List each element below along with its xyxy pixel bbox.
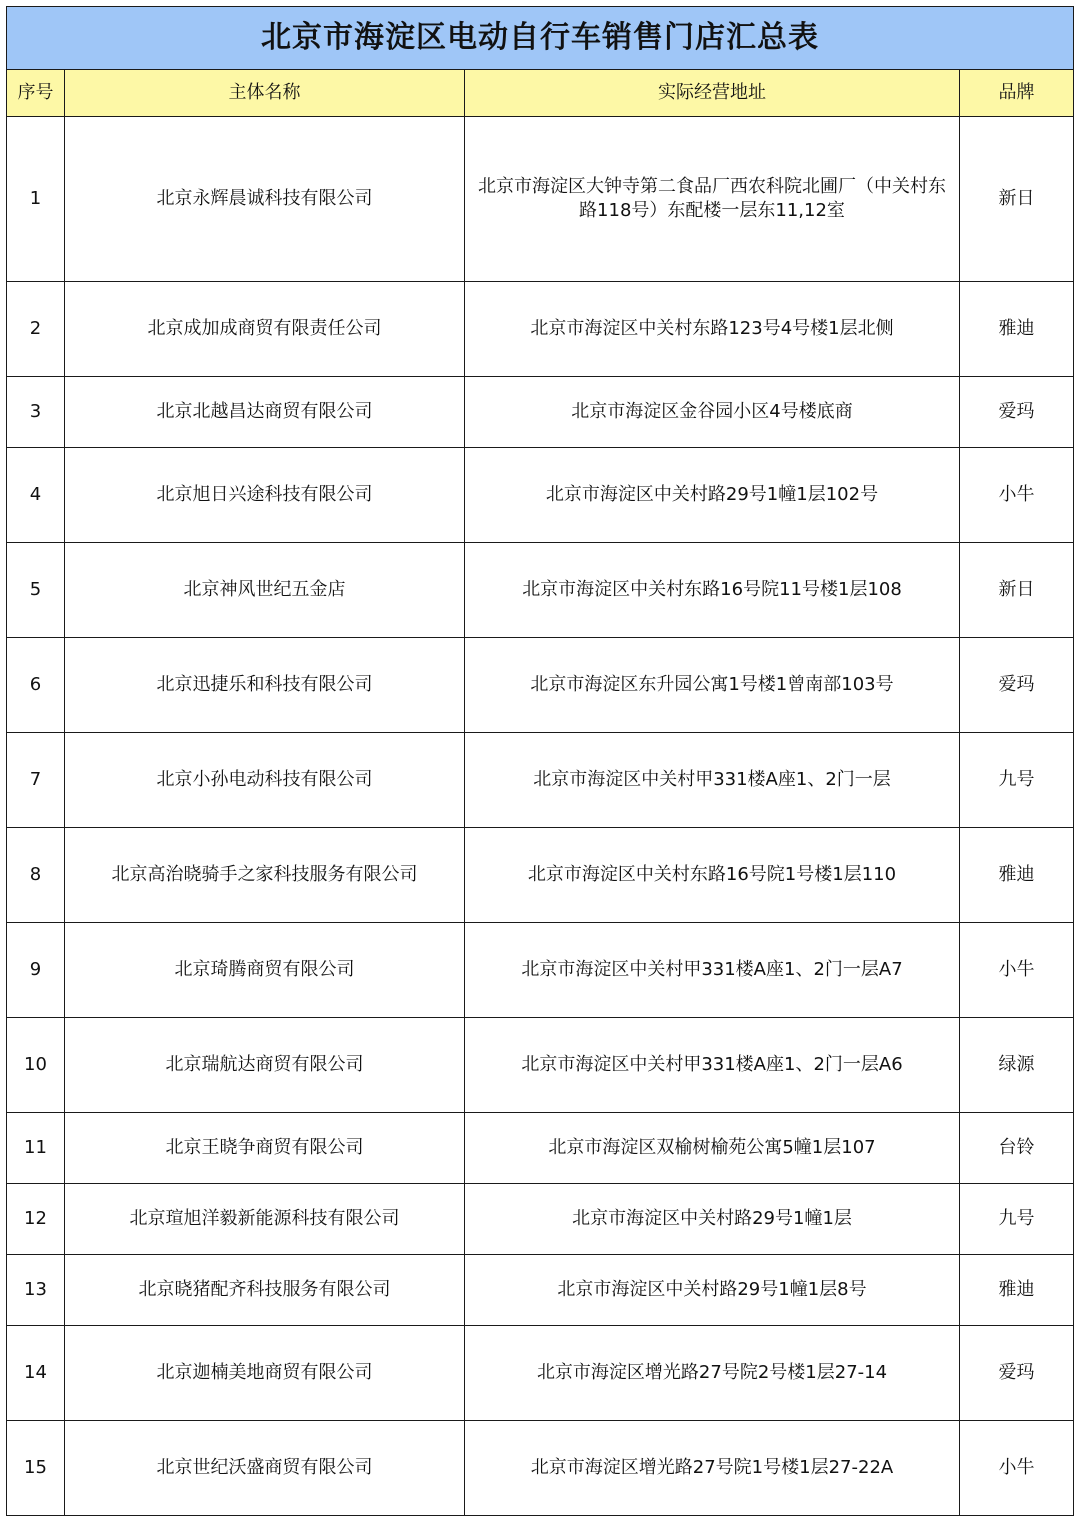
row-brand: 爱玛 [960,638,1074,733]
row-brand: 绿源 [960,1018,1074,1113]
row-brand: 九号 [960,1184,1074,1255]
row-address: 北京市海淀区中关村路29号1幢1层8号 [465,1255,960,1326]
column-header-address: 实际经营地址 [465,70,960,117]
summary-sheet [6,6,1073,1516]
row-brand: 新日 [960,117,1074,282]
row-brand: 台铃 [960,1113,1074,1184]
table-row [7,1326,1074,1421]
table-title: 北京市海淀区电动自行车销售门店汇总表 [7,7,1074,70]
row-address: 北京市海淀区金谷园小区4号楼底商 [465,377,960,448]
row-brand: 小牛 [960,923,1074,1018]
row-index: 10 [7,1018,65,1113]
row-address: 北京市海淀区中关村路29号1幢1层102号 [465,448,960,543]
row-address: 北京市海淀区中关村甲331楼A座1、2门一层A7 [465,923,960,1018]
table-row [7,1184,1074,1255]
table-row [7,448,1074,543]
row-name: 北京神风世纪五金店 [65,543,465,638]
store-table [6,6,1074,1516]
table-row [7,733,1074,828]
row-index: 3 [7,377,65,448]
row-index: 7 [7,733,65,828]
row-address: 北京市海淀区中关村甲331楼A座1、2门一层A6 [465,1018,960,1113]
row-brand: 雅迪 [960,1255,1074,1326]
row-index: 12 [7,1184,65,1255]
table-row [7,1255,1074,1326]
row-name: 北京北越昌达商贸有限公司 [65,377,465,448]
table-row [7,1113,1074,1184]
row-index: 8 [7,828,65,923]
row-index: 14 [7,1326,65,1421]
row-name: 北京迦楠美地商贸有限公司 [65,1326,465,1421]
row-address: 北京市海淀区中关村甲331楼A座1、2门一层 [465,733,960,828]
table-row [7,377,1074,448]
row-brand: 小牛 [960,1421,1074,1516]
row-address: 北京市海淀区东升园公寓1号楼1曾南部103号 [465,638,960,733]
row-brand: 小牛 [960,448,1074,543]
column-header-index: 序号 [7,70,65,117]
column-header-brand: 品牌 [960,70,1074,117]
row-brand: 爱玛 [960,1326,1074,1421]
row-address: 北京市海淀区增光路27号院1号楼1层27-22A [465,1421,960,1516]
row-index: 6 [7,638,65,733]
row-address: 北京市海淀区中关村路29号1幢1层 [465,1184,960,1255]
row-brand: 爱玛 [960,377,1074,448]
row-index: 15 [7,1421,65,1516]
row-index: 9 [7,923,65,1018]
row-address: 北京市海淀区双榆树榆苑公寓5幢1层107 [465,1113,960,1184]
row-name: 北京晓猪配齐科技服务有限公司 [65,1255,465,1326]
row-name: 北京永辉晨诚科技有限公司 [65,117,465,282]
table-row [7,117,1074,282]
row-index: 1 [7,117,65,282]
column-header-name: 主体名称 [65,70,465,117]
row-address: 北京市海淀区增光路27号院2号楼1层27-14 [465,1326,960,1421]
row-index: 4 [7,448,65,543]
row-brand: 雅迪 [960,828,1074,923]
row-name: 北京迅捷乐和科技有限公司 [65,638,465,733]
row-address: 北京市海淀区中关村东路16号院11号楼1层108 [465,543,960,638]
row-name: 北京瑞航达商贸有限公司 [65,1018,465,1113]
table-row [7,1018,1074,1113]
row-brand: 新日 [960,543,1074,638]
row-address: 北京市海淀区中关村东路16号院1号楼1层110 [465,828,960,923]
row-name: 北京成加成商贸有限责任公司 [65,282,465,377]
table-row [7,638,1074,733]
row-name: 北京王晓争商贸有限公司 [65,1113,465,1184]
row-address: 北京市海淀区中关村东路123号4号楼1层北侧 [465,282,960,377]
row-brand: 九号 [960,733,1074,828]
table-row [7,828,1074,923]
table-row [7,543,1074,638]
column-header-row [7,70,1074,117]
table-row [7,282,1074,377]
row-address [465,117,960,282]
row-name: 北京小孙电动科技有限公司 [65,733,465,828]
row-index: 2 [7,282,65,377]
table-row [7,1421,1074,1516]
row-name: 北京高治晓骑手之家科技服务有限公司 [65,828,465,923]
row-name: 北京旭日兴途科技有限公司 [65,448,465,543]
row-index: 13 [7,1255,65,1326]
row-index: 5 [7,543,65,638]
row-name: 北京世纪沃盛商贸有限公司 [65,1421,465,1516]
row-index: 11 [7,1113,65,1184]
row-brand: 雅迪 [960,282,1074,377]
table-row [7,923,1074,1018]
row-name: 北京瑄旭洋毅新能源科技有限公司 [65,1184,465,1255]
row-name: 北京琦腾商贸有限公司 [65,923,465,1018]
row-address-text: 北京市海淀区大钟寺第二食品厂西农科院北圃厂（中关村东路118号）东配楼一层东11,12室 [478,176,946,221]
